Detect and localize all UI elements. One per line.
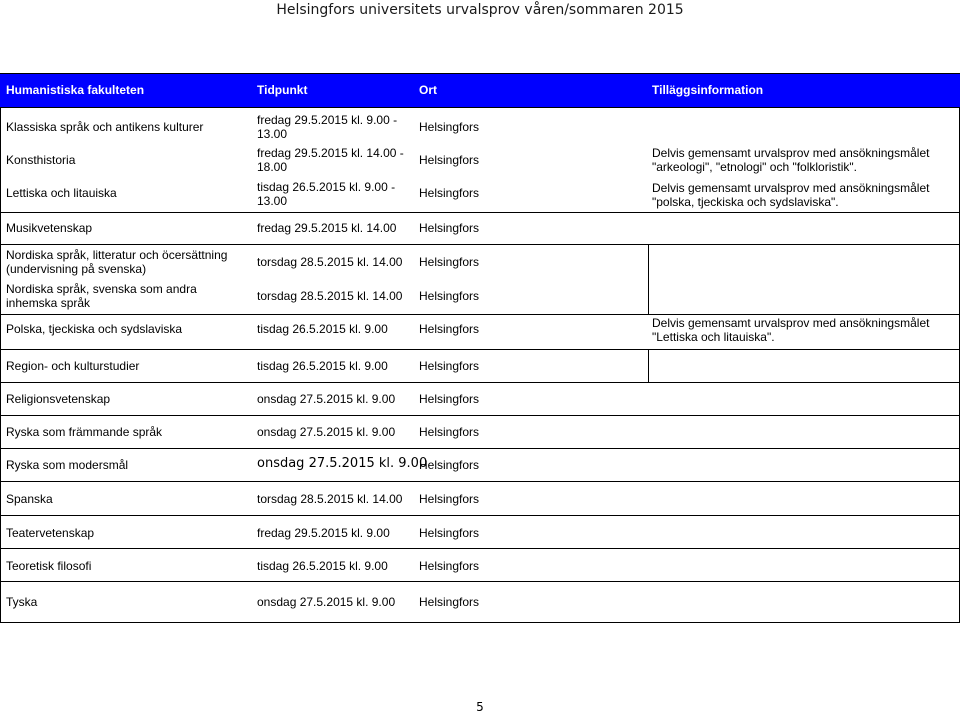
cell-place: Helsingfors	[419, 153, 480, 167]
cell-time: torsdag 28.5.2015 kl. 14.00	[257, 492, 403, 506]
cell-place: Helsingfors	[419, 120, 480, 134]
cell-time: fredag 29.5.2015 kl. 9.00 - 13.00	[257, 113, 398, 141]
table-rule	[0, 448, 960, 449]
cell-subject: Religionsvetenskap	[6, 392, 111, 406]
cell-place: Helsingfors	[419, 425, 480, 439]
page-title: Helsingfors universitets urvalsprov våren/sommaren 2015	[276, 2, 684, 18]
header-faculty: Humanistiska fakulteten	[6, 83, 145, 97]
cell-place: Helsingfors	[419, 559, 480, 573]
cell-time: onsdag 27.5.2015 kl. 9.00	[257, 595, 396, 609]
header-place: Ort	[419, 83, 437, 97]
table-rule	[0, 581, 960, 582]
column-rule	[648, 244, 649, 314]
cell-info: Delvis gemensamt urvalsprov med ansökningsmålet "Lettiska och litauiska".	[652, 316, 930, 344]
cell-subject: Polska, tjeckiska och sydslaviska	[6, 322, 183, 336]
column-rule	[648, 349, 649, 382]
cell-place: Helsingfors	[419, 595, 480, 609]
cell-subject: Spanska	[6, 492, 53, 506]
cell-subject: Klassiska språk och antikens kulturer	[6, 120, 204, 134]
cell-place: Helsingfors	[419, 458, 480, 472]
table-rule	[0, 622, 960, 623]
table-rule	[0, 349, 960, 350]
page-number: 5	[476, 700, 484, 714]
cell-time: fredag 29.5.2015 kl. 14.00	[257, 221, 397, 235]
table-rule	[0, 382, 960, 383]
cell-place: Helsingfors	[419, 186, 480, 200]
table-rule	[0, 515, 960, 516]
cell-subject: Konsthistoria	[6, 153, 76, 167]
cell-time: fredag 29.5.2015 kl. 14.00 - 18.00	[257, 146, 404, 174]
header-time: Tidpunkt	[257, 83, 308, 97]
cell-subject: Region- och kulturstudier	[6, 359, 140, 373]
table-rule	[0, 244, 960, 245]
cell-subject: Ryska som främmande språk	[6, 425, 163, 439]
cell-place: Helsingfors	[419, 526, 480, 540]
cell-place: Helsingfors	[419, 492, 480, 506]
cell-subject: Teoretisk filosofi	[6, 559, 92, 573]
cell-place: Helsingfors	[419, 221, 480, 235]
cell-subject: Tyska	[6, 595, 38, 609]
cell-time: onsdag 27.5.2015 kl. 9.00	[257, 392, 396, 406]
cell-subject: Nordiska språk, litteratur och öcersättning (undervisning på svenska)	[6, 248, 228, 276]
cell-subject: Musikvetenskap	[6, 221, 93, 235]
cell-time: onsdag 27.5.2015 kl. 9.00	[257, 425, 396, 439]
cell-time: tisdag 26.5.2015 kl. 9.00	[257, 322, 388, 336]
cell-place: Helsingfors	[419, 392, 480, 406]
cell-info: Delvis gemensamt urvalsprov med ansökningsmålet "polska, tjeckiska och sydslaviska".	[652, 181, 930, 209]
cell-place: Helsingfors	[419, 289, 480, 303]
cell-time: fredag 29.5.2015 kl. 9.00	[257, 526, 390, 540]
header-info: Tilläggsinformation	[652, 83, 764, 97]
cell-place: Helsingfors	[419, 255, 480, 269]
table-rule	[0, 314, 960, 315]
cell-subject: Nordiska språk, svenska som andra inhemska språk	[6, 282, 197, 310]
cell-time: torsdag 28.5.2015 kl. 14.00	[257, 255, 403, 269]
cell-time: torsdag 28.5.2015 kl. 14.00	[257, 289, 403, 303]
cell-place: Helsingfors	[419, 359, 480, 373]
column-rule	[0, 107, 1, 623]
cell-time: onsdag 27.5.2015 kl. 9.00	[257, 456, 428, 471]
table-header	[0, 73, 960, 108]
cell-info: Delvis gemensamt urvalsprov med ansökningsmålet "arkeologi", "etnologi" och "folkloristik".	[652, 146, 930, 174]
table-rule	[0, 212, 960, 213]
table-rule	[0, 481, 960, 482]
cell-place: Helsingfors	[419, 322, 480, 336]
cell-subject: Lettiska och litauiska	[6, 186, 117, 200]
table-rule	[0, 548, 960, 549]
cell-time: tisdag 26.5.2015 kl. 9.00 - 13.00	[257, 180, 396, 208]
cell-time: tisdag 26.5.2015 kl. 9.00	[257, 359, 388, 373]
table-rule	[0, 415, 960, 416]
cell-subject: Teatervetenskap	[6, 526, 95, 540]
cell-time: tisdag 26.5.2015 kl. 9.00	[257, 559, 388, 573]
cell-subject: Ryska som modersmål	[6, 458, 129, 472]
